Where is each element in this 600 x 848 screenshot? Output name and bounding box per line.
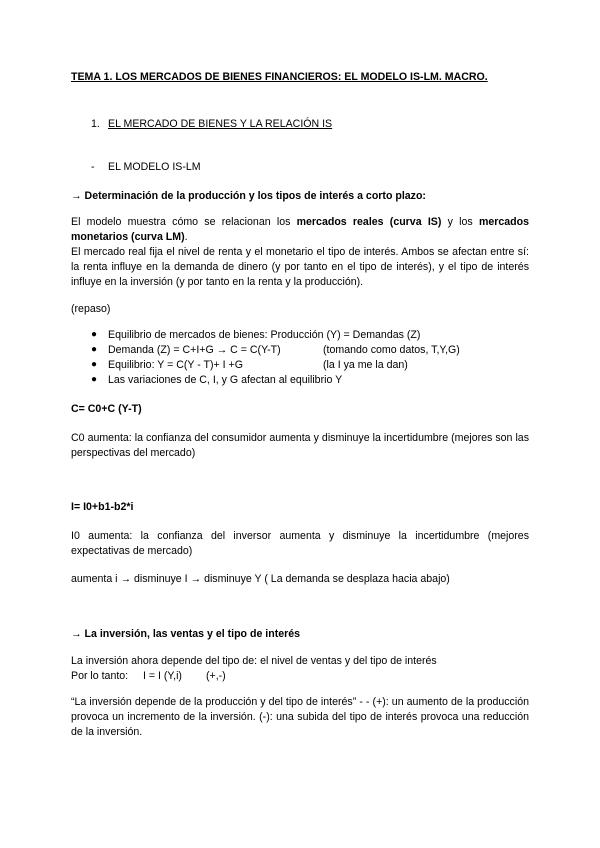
para1-bold-is: mercados reales (curva IS): [296, 216, 442, 228]
bullet-item: Las variaciones de C, I, y G afectan al equilibrio Y: [108, 374, 343, 386]
investment-signs: (+,-): [206, 670, 226, 682]
bullet-item: Demanda (Z) = C+I+G → C = C(Y-T): [108, 344, 281, 356]
bullet-dot: ●: [91, 329, 98, 340]
paragraph-c0: C0 aumenta: la confianza del consumidor aumenta y disminuye la incertidumbre (mejores son las perspectivas del mercado): [71, 432, 529, 459]
formula-consumo: C= C0+C (Y-T): [71, 403, 142, 415]
paragraph-i0: I0 aumenta: la confianza del inversor aumenta y disminuye la incertidumbre (mejores expectativas de mercado): [71, 530, 529, 557]
bullet-item: Equilibrio de mercados de bienes: Producción (Y) = Demandas (Z): [108, 329, 421, 341]
bullet-dot: ●: [91, 344, 98, 355]
bullet-dot: ●: [91, 359, 98, 370]
bullet-item: Equilibrio: Y = C(Y - T)+ I +G: [108, 359, 243, 371]
paragraph-inversion: La inversión ahora depende del tipo de: el nivel de ventas y del tipo de interés: [71, 655, 437, 667]
bullet-dot: ●: [91, 374, 98, 385]
heading-determinacion: → Determinación de la producción y los tipos de interés a corto plazo:: [71, 190, 426, 202]
por-lo-tanto-label: Por lo tanto:: [71, 670, 129, 682]
page-title: TEMA 1. LOS MERCADOS DE BIENES FINANCIEROS: EL MODELO IS-LM. MACRO.: [71, 71, 488, 83]
heading-inversion: → La inversión, las ventas y el tipo de interés: [71, 628, 301, 640]
bullet-note: (tomando como datos, T,Y,G): [323, 344, 460, 356]
repaso-label: (repaso): [71, 303, 111, 315]
section-heading: EL MERCADO DE BIENES Y LA RELACIÓN IS: [108, 118, 333, 130]
paragraph-quote: “La inversión depende de la producción y del tipo de interés” - - (+): un aumento de la producción provoca un incremento de la inversión. (-): una subida del tipo de interés provoca una reducción de la inversión.: [71, 696, 529, 738]
para1-text-e: .: [184, 231, 188, 243]
para1-text-c: y los: [441, 216, 479, 228]
paragraph-mercado-real: El mercado real fija el nivel de renta y el monetario el tipo de interés. Ambos se afectan entre sí: la renta influye en la demanda de dinero (y por tanto en el tipo de interés), y el tipo de interés influye en la inversión (y por tanto en la renta y la producción).: [71, 246, 529, 288]
paragraph-aumenta-i: aumenta i → disminuye I → disminuye Y ( La demanda se desplaza hacia abajo): [71, 573, 450, 585]
paragraph-modelo: [71, 215, 529, 245]
subsection-dash: -: [91, 161, 95, 173]
para1-bold-lm: mercados monetarios (curva LM): [71, 216, 529, 243]
subsection-heading: EL MODELO IS-LM: [108, 161, 201, 173]
para1-text-a: El modelo muestra cómo se relacionan los: [71, 216, 297, 228]
bullet-note: (la I ya me la dan): [323, 359, 408, 371]
section-number: 1.: [91, 118, 100, 130]
investment-function: I = I (Y,i): [143, 670, 182, 682]
formula-inversion: I= I0+b1-b2*i: [71, 501, 134, 513]
